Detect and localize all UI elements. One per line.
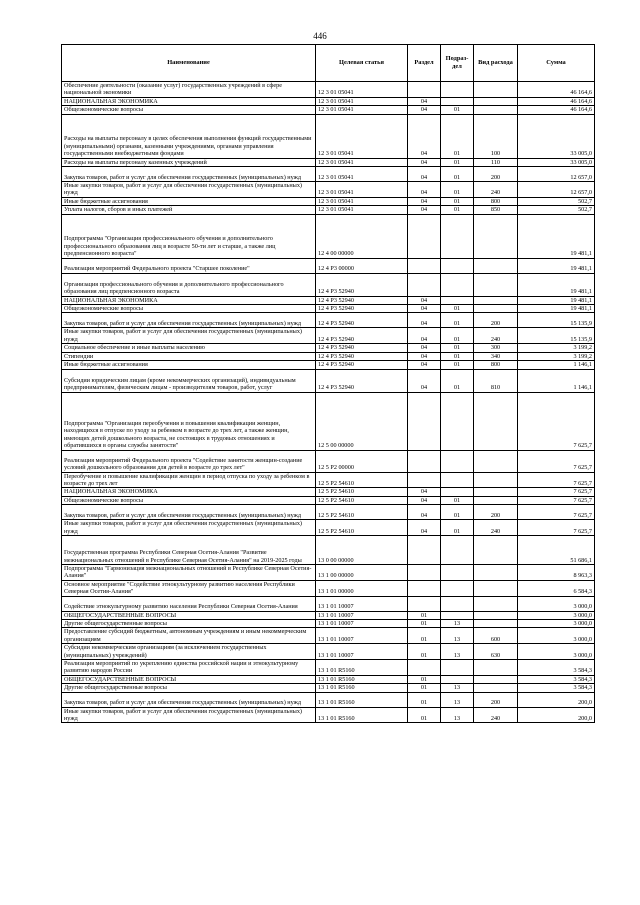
row-amount: 12 657,0: [518, 167, 595, 182]
row-amount: 200,0: [518, 707, 595, 723]
row-amount: 15 135,9: [518, 328, 595, 344]
row-expense-type: 810: [474, 369, 518, 392]
table-row: [62, 182, 595, 198]
row-subsection: [441, 564, 474, 580]
row-name: Реализация мероприятий Федерального проекта "Старшее поколение": [62, 258, 316, 273]
row-expense-type: [474, 273, 518, 296]
table-row: [62, 369, 595, 392]
row-target-article: 13 1 01 10007: [316, 596, 408, 611]
row-target-article: 12 3 01 05041: [316, 97, 408, 105]
row-name: Субсидии юридическим лицам (кроме некоммерческих организаций), индивидуальным предпринимателям, физическим лицам - производителям товаров, работ, услуг: [62, 369, 316, 392]
row-subsection: [441, 258, 474, 273]
row-name: Иные закупки товаров, работ и услуг для обеспечения государственных (муниципальных) нужд: [62, 328, 316, 344]
row-subsection: [441, 535, 474, 564]
row-amount: 51 686,1: [518, 535, 595, 564]
row-expense-type: [474, 535, 518, 564]
header-amount: Сумма: [518, 45, 595, 82]
row-expense-type: [474, 97, 518, 105]
row-section: 01: [408, 684, 441, 692]
row-subsection: 01: [441, 197, 474, 205]
row-target-article: 12 4 P3 52940: [316, 296, 408, 304]
header-subsection: Подраз-дел: [441, 45, 474, 82]
row-target-article: 12 4 P3 52940: [316, 305, 408, 313]
row-target-article: 13 1 01 R5160: [316, 660, 408, 676]
row-section: 04: [408, 488, 441, 496]
table-row: [62, 344, 595, 352]
row-target-article: 12 3 01 05041: [316, 114, 408, 158]
row-expense-type: 200: [474, 505, 518, 520]
row-name: Закупка товаров, работ и услуг для обеспечения государственных (муниципальных) нужд: [62, 692, 316, 707]
row-section: [408, 596, 441, 611]
table-row: [62, 305, 595, 313]
table-row: [62, 675, 595, 683]
row-target-article: 12 3 01 05041: [316, 82, 408, 98]
row-target-article: 12 5 00 00000: [316, 392, 408, 450]
row-section: 01: [408, 707, 441, 723]
table-row: [62, 520, 595, 536]
row-section: [408, 214, 441, 258]
row-section: 04: [408, 369, 441, 392]
row-subsection: 13: [441, 692, 474, 707]
table-body: [62, 82, 595, 723]
row-amount: 33 005,0: [518, 158, 595, 166]
row-subsection: [441, 488, 474, 496]
row-subsection: 01: [441, 305, 474, 313]
row-target-article: 12 4 P3 52940: [316, 273, 408, 296]
row-amount: 6 584,3: [518, 580, 595, 596]
row-amount: 3 199,2: [518, 344, 595, 352]
row-amount: 7 625,7: [518, 505, 595, 520]
row-section: 01: [408, 675, 441, 683]
table-row: [62, 692, 595, 707]
row-target-article: 12 5 P2 54610: [316, 520, 408, 536]
row-target-article: 13 0 00 00000: [316, 535, 408, 564]
row-amount: 33 005,0: [518, 114, 595, 158]
row-name: Государственная программа Республики Северная Осетия-Алания "Развитие межнациональных отношений в Республике Северная Осетия-Алания" на 2019-2025 годы: [62, 535, 316, 564]
row-amount: 12 657,0: [518, 182, 595, 198]
row-name: Расходы на выплаты персоналу в целях обеспечения выполнения функций государственными (муниципальными) органами, казенными учреждениями, органами управления государственными внебюджетными фондами: [62, 114, 316, 158]
row-section: 04: [408, 305, 441, 313]
row-target-article: 13 1 01 10007: [316, 644, 408, 660]
table-row: [62, 535, 595, 564]
row-target-article: 12 4 P3 52940: [316, 328, 408, 344]
row-amount: 19 481,1: [518, 214, 595, 258]
row-section: 01: [408, 644, 441, 660]
row-subsection: [441, 392, 474, 450]
row-expense-type: 200: [474, 692, 518, 707]
row-name: ОБЩЕГОСУДАРСТВЕННЫЕ ВОПРОСЫ: [62, 611, 316, 619]
header-expense-type: Вид расхода: [474, 45, 518, 82]
row-subsection: [441, 675, 474, 683]
row-amount: 3 584,3: [518, 684, 595, 692]
row-section: [408, 564, 441, 580]
row-section: 04: [408, 505, 441, 520]
table-row: [62, 258, 595, 273]
row-subsection: 13: [441, 707, 474, 723]
table-row: [62, 361, 595, 369]
row-expense-type: [474, 450, 518, 472]
row-name: Организация профессионального обучения и дополнительного профессионального образования лиц предпенсионного возраста: [62, 273, 316, 296]
row-target-article: 13 1 01 10007: [316, 628, 408, 644]
row-target-article: 13 1 01 R5160: [316, 684, 408, 692]
row-section: 04: [408, 206, 441, 214]
row-amount: 7 625,7: [518, 488, 595, 496]
row-target-article: 12 5 P2 00000: [316, 450, 408, 472]
row-subsection: 01: [441, 361, 474, 369]
row-name: Другие общегосударственные вопросы: [62, 619, 316, 627]
row-amount: 502,7: [518, 206, 595, 214]
table-row: [62, 660, 595, 676]
row-target-article: 13 1 01 10007: [316, 611, 408, 619]
row-section: 04: [408, 520, 441, 536]
row-section: 01: [408, 619, 441, 627]
row-name: Субсидии некоммерческим организациям (за исключением государственных (муниципальных) учреждений): [62, 644, 316, 660]
row-section: 04: [408, 167, 441, 182]
row-subsection: 01: [441, 328, 474, 344]
table-row: [62, 352, 595, 360]
row-target-article: 12 4 P3 52940: [316, 344, 408, 352]
table-row: [62, 197, 595, 205]
row-expense-type: 800: [474, 361, 518, 369]
table-row: [62, 644, 595, 660]
table-row: [62, 106, 595, 114]
row-expense-type: [474, 619, 518, 627]
row-name: Закупка товаров, работ и услуг для обеспечения государственных (муниципальных) нужд: [62, 505, 316, 520]
row-target-article: 13 1 01 R5160: [316, 692, 408, 707]
table-row: [62, 158, 595, 166]
row-expense-type: 200: [474, 167, 518, 182]
table-row: [62, 488, 595, 496]
table-row: [62, 273, 595, 296]
row-section: 04: [408, 352, 441, 360]
row-target-article: 12 4 00 00000: [316, 214, 408, 258]
row-name: Реализация мероприятий по укреплению единства российской нации и этнокультурному развитию народов России: [62, 660, 316, 676]
row-subsection: 01: [441, 505, 474, 520]
row-section: 01: [408, 611, 441, 619]
row-subsection: [441, 82, 474, 98]
table-row: [62, 496, 595, 504]
row-target-article: 12 4 P3 52940: [316, 352, 408, 360]
row-expense-type: [474, 596, 518, 611]
row-name: НАЦИОНАЛЬНАЯ ЭКОНОМИКА: [62, 296, 316, 304]
row-amount: 7 625,7: [518, 496, 595, 504]
row-expense-type: 240: [474, 520, 518, 536]
row-name: Закупка товаров, работ и услуг для обеспечения государственных (муниципальных) нужд: [62, 313, 316, 328]
row-name: Уплата налогов, сборов и иных платежей: [62, 206, 316, 214]
row-name: Подпрограмма "Организация профессионального обучения и дополнительного профессионального образования лиц в возрасте 50-ти лет и старше, а также лиц предпенсионного возраста": [62, 214, 316, 258]
table-row: [62, 214, 595, 258]
row-subsection: [441, 611, 474, 619]
row-target-article: 13 1 01 10007: [316, 619, 408, 627]
row-expense-type: [474, 258, 518, 273]
row-expense-type: [474, 660, 518, 676]
row-amount: 15 135,9: [518, 313, 595, 328]
table-row: [62, 328, 595, 344]
row-name: Общеэкономические вопросы: [62, 106, 316, 114]
row-expense-type: [474, 564, 518, 580]
row-name: Иные закупки товаров, работ и услуг для обеспечения государственных (муниципальных) нужд: [62, 707, 316, 723]
row-section: [408, 535, 441, 564]
row-amount: 3 199,2: [518, 352, 595, 360]
row-subsection: 01: [441, 106, 474, 114]
row-subsection: 01: [441, 352, 474, 360]
row-subsection: 01: [441, 206, 474, 214]
row-subsection: 13: [441, 619, 474, 627]
row-section: 04: [408, 313, 441, 328]
row-subsection: [441, 97, 474, 105]
table-row: [62, 114, 595, 158]
row-name: Социальное обеспечение и иные выплаты населению: [62, 344, 316, 352]
row-section: 01: [408, 692, 441, 707]
page-number: 446: [313, 31, 327, 41]
row-amount: 8 963,3: [518, 564, 595, 580]
row-amount: 3 000,0: [518, 596, 595, 611]
row-subsection: [441, 296, 474, 304]
row-target-article: 13 1 01 00000: [316, 580, 408, 596]
row-expense-type: 240: [474, 707, 518, 723]
row-expense-type: [474, 675, 518, 683]
row-section: 04: [408, 106, 441, 114]
row-target-article: 12 5 P2 54610: [316, 505, 408, 520]
table-row: [62, 564, 595, 580]
row-section: 04: [408, 344, 441, 352]
row-name: Расходы на выплаты персоналу казенных учреждений: [62, 158, 316, 166]
row-section: 04: [408, 197, 441, 205]
row-expense-type: 300: [474, 344, 518, 352]
row-subsection: 01: [441, 182, 474, 198]
row-section: 04: [408, 296, 441, 304]
row-amount: 3 000,0: [518, 611, 595, 619]
row-target-article: 12 5 P2 54610: [316, 488, 408, 496]
row-amount: 46 164,6: [518, 82, 595, 98]
row-expense-type: 100: [474, 114, 518, 158]
table-row: [62, 505, 595, 520]
row-section: [408, 580, 441, 596]
row-name: Подпрограмма "Гармонизация межнациональных отношений в Республике Северная Осетия-Алания": [62, 564, 316, 580]
row-amount: 46 164,6: [518, 97, 595, 105]
row-expense-type: [474, 106, 518, 114]
row-amount: 7 625,7: [518, 392, 595, 450]
row-amount: 19 481,1: [518, 258, 595, 273]
row-name: Закупка товаров, работ и услуг для обеспечения государственных (муниципальных) нужд: [62, 167, 316, 182]
row-subsection: 13: [441, 644, 474, 660]
row-name: Содействие этнокультурному развитию населения Республики Северная Осетия-Алания: [62, 596, 316, 611]
row-name: Стипендии: [62, 352, 316, 360]
row-name: Реализация мероприятий Федерального проекта "Содействие занятости женщин-создание условий дошкольного образования для детей в возрасте до трех лет": [62, 450, 316, 472]
row-amount: 46 164,6: [518, 106, 595, 114]
row-expense-type: [474, 472, 518, 488]
row-name: Обеспечение деятельности (оказание услуг) государственных учреждений в сфере национальной экономики: [62, 82, 316, 98]
row-subsection: 01: [441, 496, 474, 504]
table-row: [62, 619, 595, 627]
row-section: [408, 258, 441, 273]
row-name: Иные бюджетные ассигнования: [62, 361, 316, 369]
row-expense-type: 630: [474, 644, 518, 660]
header-section: Раздел: [408, 45, 441, 82]
row-target-article: 13 1 01 R5160: [316, 707, 408, 723]
row-name: Общеэкономические вопросы: [62, 305, 316, 313]
row-subsection: [441, 214, 474, 258]
row-target-article: 12 5 P2 54610: [316, 496, 408, 504]
row-subsection: 13: [441, 628, 474, 644]
row-section: 04: [408, 182, 441, 198]
row-expense-type: [474, 392, 518, 450]
row-amount: 19 481,1: [518, 305, 595, 313]
row-target-article: 12 3 01 05041: [316, 106, 408, 114]
row-amount: 502,7: [518, 197, 595, 205]
row-subsection: [441, 660, 474, 676]
row-name: Переобучение и повышение квалификации женщин в период отпуска по уходу за ребенком в возрасте до трех лет: [62, 472, 316, 488]
row-amount: 3 000,0: [518, 628, 595, 644]
header-name: Наименование: [62, 45, 316, 82]
row-target-article: 12 4 P3 00000: [316, 258, 408, 273]
table-row: [62, 206, 595, 214]
row-expense-type: [474, 684, 518, 692]
row-amount: 3 000,0: [518, 644, 595, 660]
row-name: НАЦИОНАЛЬНАЯ ЭКОНОМИКА: [62, 97, 316, 105]
row-section: [408, 450, 441, 472]
row-target-article: 13 1 01 R5160: [316, 675, 408, 683]
table-row: [62, 628, 595, 644]
row-target-article: 13 1 00 00000: [316, 564, 408, 580]
table-row: [62, 580, 595, 596]
row-target-article: 12 3 01 05041: [316, 197, 408, 205]
row-target-article: 12 4 P3 52940: [316, 313, 408, 328]
row-target-article: 12 3 01 05041: [316, 158, 408, 166]
row-amount: 19 481,1: [518, 296, 595, 304]
row-name: Основное мероприятие "Содействие этнокультурному развитию населения Республики Северная Осетия-Алания": [62, 580, 316, 596]
header-target-article: Целевая статья: [316, 45, 408, 82]
row-expense-type: 850: [474, 206, 518, 214]
table-row: [62, 97, 595, 105]
row-section: 04: [408, 158, 441, 166]
row-amount: 19 481,1: [518, 273, 595, 296]
row-expense-type: 800: [474, 197, 518, 205]
row-section: [408, 273, 441, 296]
row-subsection: 01: [441, 520, 474, 536]
row-name: Иные закупки товаров, работ и услуг для обеспечения государственных (муниципальных) нужд: [62, 182, 316, 198]
row-section: [408, 472, 441, 488]
row-subsection: [441, 472, 474, 488]
table-header-row: [62, 45, 595, 82]
row-expense-type: [474, 296, 518, 304]
table-row: [62, 82, 595, 98]
row-section: [408, 660, 441, 676]
row-expense-type: 240: [474, 182, 518, 198]
table-row: [62, 313, 595, 328]
row-section: 04: [408, 97, 441, 105]
row-subsection: [441, 596, 474, 611]
row-amount: 7 625,7: [518, 450, 595, 472]
row-expense-type: 340: [474, 352, 518, 360]
budget-table: [61, 44, 595, 723]
row-amount: 200,0: [518, 692, 595, 707]
row-section: 04: [408, 361, 441, 369]
row-section: [408, 392, 441, 450]
table-row: [62, 392, 595, 450]
row-name: НАЦИОНАЛЬНАЯ ЭКОНОМИКА: [62, 488, 316, 496]
row-expense-type: 110: [474, 158, 518, 166]
table-row: [62, 707, 595, 723]
row-name: Подпрограмма "Организация переобучения и повышения квалификации женщин, находящихся в отпуске по уходу за ребенком в возрасте до трех лет, а также женщин, имеющих детей дошкольного возраста, не состоящих в трудовых отношениях и обратившихся в органы службы занятости": [62, 392, 316, 450]
row-name: Иные бюджетные ассигнования: [62, 197, 316, 205]
row-target-article: 12 3 01 05041: [316, 206, 408, 214]
row-expense-type: [474, 82, 518, 98]
row-expense-type: [474, 611, 518, 619]
row-name: ОБЩЕГОСУДАРСТВЕННЫЕ ВОПРОСЫ: [62, 675, 316, 683]
row-name: Другие общегосударственные вопросы: [62, 684, 316, 692]
row-expense-type: [474, 305, 518, 313]
row-amount: 3 584,3: [518, 660, 595, 676]
row-amount: 1 146,1: [518, 361, 595, 369]
row-subsection: [441, 273, 474, 296]
table-row: [62, 684, 595, 692]
table-row: [62, 596, 595, 611]
row-expense-type: [474, 496, 518, 504]
row-subsection: [441, 450, 474, 472]
table-row: [62, 450, 595, 472]
row-subsection: 01: [441, 344, 474, 352]
row-target-article: 12 4 P3 52940: [316, 361, 408, 369]
row-expense-type: 200: [474, 313, 518, 328]
row-subsection: 01: [441, 114, 474, 158]
row-amount: 3 000,0: [518, 619, 595, 627]
row-subsection: 13: [441, 684, 474, 692]
row-subsection: [441, 580, 474, 596]
row-target-article: 12 5 P2 54610: [316, 472, 408, 488]
row-amount: 3 584,3: [518, 675, 595, 683]
row-section: [408, 82, 441, 98]
table-row: [62, 472, 595, 488]
row-subsection: 01: [441, 369, 474, 392]
row-subsection: 01: [441, 167, 474, 182]
row-target-article: 12 4 P3 52940: [316, 369, 408, 392]
row-name: Общеэкономические вопросы: [62, 496, 316, 504]
row-amount: 1 146,1: [518, 369, 595, 392]
row-name: Предоставление субсидий бюджетным, автономным учреждениям и иным некоммерческим организациям: [62, 628, 316, 644]
row-expense-type: 600: [474, 628, 518, 644]
row-amount: 7 625,7: [518, 472, 595, 488]
table-row: [62, 167, 595, 182]
row-section: 04: [408, 496, 441, 504]
table-row: [62, 296, 595, 304]
row-expense-type: [474, 214, 518, 258]
row-subsection: 01: [441, 313, 474, 328]
row-expense-type: [474, 580, 518, 596]
table-row: [62, 611, 595, 619]
row-target-article: 12 3 01 05041: [316, 182, 408, 198]
row-expense-type: 240: [474, 328, 518, 344]
row-name: Иные закупки товаров, работ и услуг для обеспечения государственных (муниципальных) нужд: [62, 520, 316, 536]
row-expense-type: [474, 488, 518, 496]
row-target-article: 12 3 01 05041: [316, 167, 408, 182]
row-section: 04: [408, 328, 441, 344]
row-subsection: 01: [441, 158, 474, 166]
row-section: 01: [408, 628, 441, 644]
row-amount: 7 625,7: [518, 520, 595, 536]
row-section: 04: [408, 114, 441, 158]
